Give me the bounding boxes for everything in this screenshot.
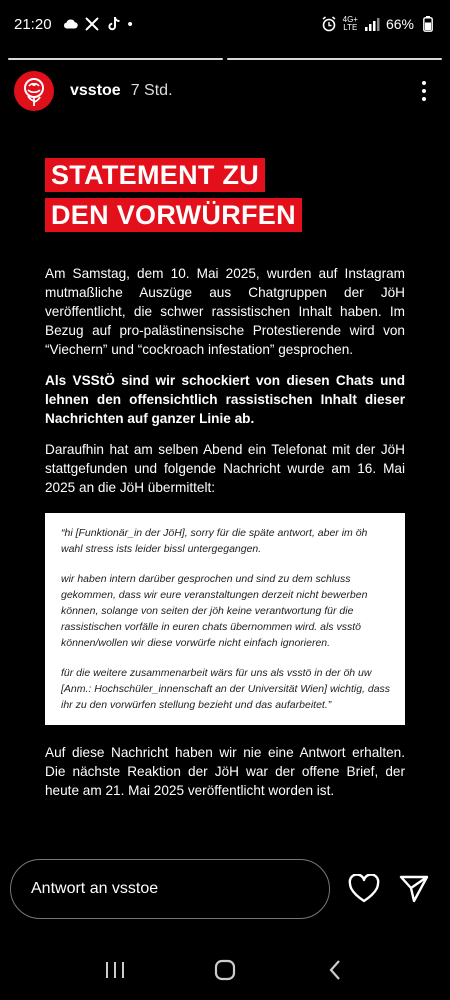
network-sub: LTE <box>343 23 358 32</box>
story-progress <box>8 58 442 60</box>
reply-bar <box>0 858 450 920</box>
status-time: 21:20 <box>14 15 52 33</box>
story-header <box>14 72 436 110</box>
reply-input[interactable]: Antwort an vsstoe <box>10 859 330 919</box>
story-view[interactable] <box>0 48 450 848</box>
quoted-message <box>45 513 405 725</box>
signal-icon <box>364 16 380 32</box>
cloud-icon <box>62 16 78 32</box>
home-icon[interactable] <box>212 957 238 983</box>
quote-paragraph-1: “hi [Funktionär_in der JöH], sorry für die späte antwort, aber im öh wahl stress ists leider bissl untergegangen. <box>61 527 368 555</box>
more-vertical-icon[interactable] <box>412 77 436 105</box>
statement-title <box>45 158 405 238</box>
recents-icon[interactable] <box>102 957 128 983</box>
network-indicator <box>343 16 358 32</box>
quote-paragraph-3: für die weitere zusammenarbeit wärs für uns als vsstö in der öh uw [Anm.: Hochschüler_innenschaft an der Universität Wien] wichtig, dass ihr zu den vorwürfen stellung bezieht und das aufarbeitet.” <box>61 667 391 711</box>
quote-paragraph-2: wir haben intern darüber gesprochen und sind zu dem schluss gekommen, dass wir eure veranstaltungen derzeit nicht bewerben können, solange von seiten der jöh keine verantwortung für die rassistischen vorfälle in euren chats übernommen wird. als vsstö können/wollen wir diese vorwürfe nicht einfach ignorieren. <box>61 573 368 649</box>
story-content <box>45 158 405 812</box>
send-icon[interactable] <box>398 874 430 904</box>
progress-segment-2 <box>227 58 442 60</box>
network-type: 4G+ <box>342 15 358 24</box>
battery-percent: 66% <box>385 16 414 32</box>
status-dot: • <box>127 15 133 33</box>
heart-icon[interactable] <box>348 874 380 904</box>
status-bar <box>0 0 450 48</box>
closing-paragraph: Auf diese Nachricht haben wir nie eine Antwort erhalten. Die nächste Reaktion der JöH war der offene Brief, der heute am 21. Mai 2025 veröffentlicht worden ist. <box>45 745 405 798</box>
paragraph-1: Am Samstag, dem 10. Mai 2025, wurden auf Instagram mutmaßliche Auszüge aus Chatgruppen der JöH veröffentlicht, die schwer rassistischen Inhalt haben. Im Bezug auf pro-palästinensische Protestierende wird von “Viechern” und “cockroach infestation” gesprochen. <box>45 266 405 357</box>
battery-icon <box>420 16 436 32</box>
paragraph-2: Als VSStÖ sind wir schockiert von diesen Chats und lehnen den offensichtlich rassistischen Inhalt dieser Nachrichten auf ganzer Linie ab. <box>45 373 405 426</box>
rose-logo-icon[interactable] <box>14 71 54 111</box>
paragraph-3: Daraufhin hat am selben Abend ein Telefonat mit der JöH stattgefunden und folgende Nachricht wurde am 16. Mai 2025 an die JöH übermittelt: <box>45 442 405 495</box>
story-time-ago: 7 Std. <box>130 82 173 99</box>
title-line-1: STATEMENT ZU <box>45 158 265 192</box>
system-nav-bar <box>0 940 450 1000</box>
back-icon[interactable] <box>322 957 348 983</box>
tiktok-icon <box>106 16 122 32</box>
progress-segment-1 <box>8 58 223 60</box>
title-line-2: DEN VORWÜRFEN <box>45 198 302 232</box>
alarm-icon <box>321 16 337 32</box>
x-app-icon <box>84 16 100 32</box>
story-username[interactable]: vsstoe <box>70 82 121 99</box>
